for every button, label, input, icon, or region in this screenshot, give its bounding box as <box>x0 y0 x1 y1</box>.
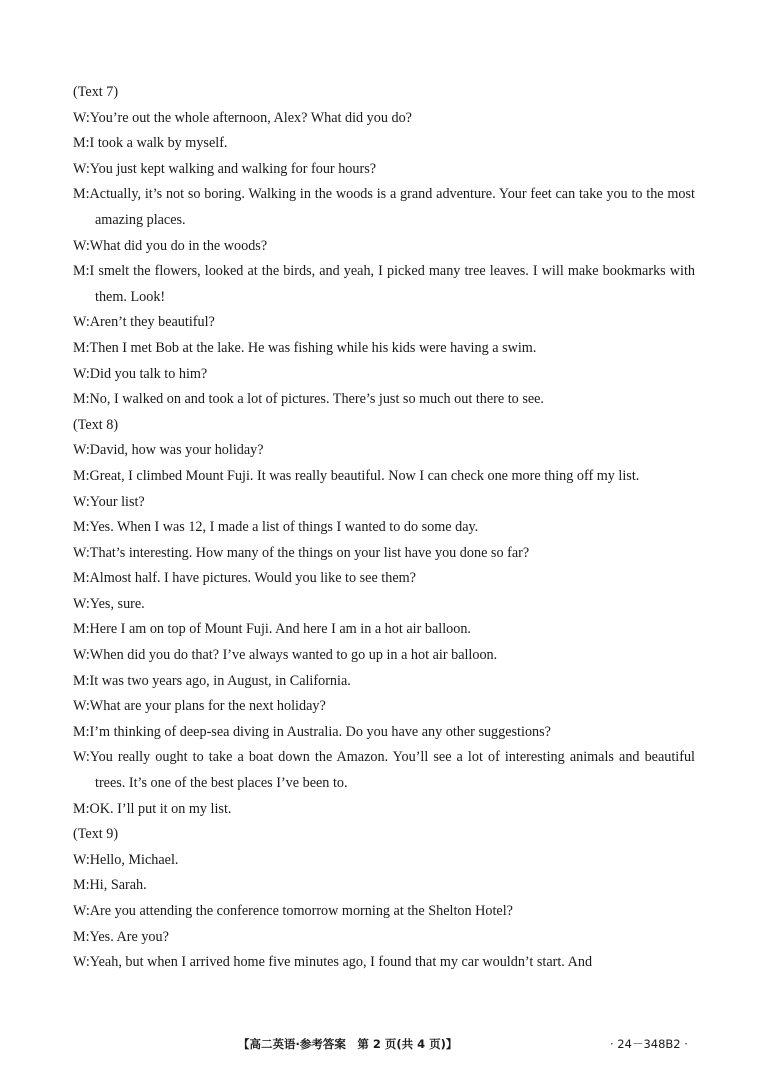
footer-page-info: 【高二英语·参考答案 第 2 页(共 4 页)】 <box>238 1037 458 1051</box>
woman-line: W:Aren’t they beautiful? <box>73 314 215 331</box>
woman-line: W:That’s interesting. How many of the things on your list have you done so far? <box>73 544 530 561</box>
man-line: M:Then I met Bob at the lake. He was fishing while his kids were having a swim. <box>73 339 537 356</box>
man-line: M:No, I walked on and took a lot of pictures. There’s just so much out there to see. <box>73 391 544 408</box>
man-line: M:Yes. Are you? <box>73 928 169 945</box>
man-line: M:It was two years ago, in August, in California. <box>73 672 351 689</box>
woman-line: W:When did you do that? I’ve always wanted to go up in a hot air balloon. <box>73 647 498 664</box>
man-line: M:Great, I climbed Mount Fuji. It was really beautiful. Now I can check one more thing off my list. <box>73 467 640 484</box>
woman-line: W:What are your plans for the next holiday? <box>73 698 326 715</box>
woman-line: W:Yeah, but when I arrived home five minutes ago, I found that my car wouldn’t start. And <box>73 954 593 971</box>
woman-line: W:Are you attending the conference tomorrow morning at the Shelton Hotel? <box>73 903 513 919</box>
man-line: M:I took a walk by myself. <box>73 135 228 152</box>
woman-line: W:Did you talk to him? <box>73 365 208 382</box>
man-line: M:Almost half. I have pictures. Would you like to see them? <box>73 570 416 587</box>
woman-line: W:You really ought to take a boat down the Amazon. You’ll see a lot of interesting animals and beautiful trees. It’s one of the best places I’ve been to. <box>73 749 695 792</box>
woman-line: W:You’re out the whole afternoon, Alex? What did you do? <box>73 109 412 126</box>
woman-line: W:What did you do in the woods? <box>73 237 268 254</box>
man-line: M:Here I am on top of Mount Fuji. And here I am in a hot air balloon. <box>73 621 471 638</box>
man-line: M:Hi, Sarah. <box>73 877 147 894</box>
man-line: M:I’m thinking of deep-sea diving in Australia. Do you have any other suggestions? <box>73 723 551 740</box>
woman-line: W:Hello, Michael. <box>73 851 179 868</box>
woman-line: W:Yes, sure. <box>73 595 145 612</box>
woman-line: W:Your list? <box>73 493 145 510</box>
man-line: M:I smelt the flowers, looked at the birds, and yeah, I picked many tree leaves. I will make bookmarks with them. Look! <box>73 263 695 305</box>
document-body <box>73 80 695 976</box>
woman-line: W:You just kept walking and walking for four hours? <box>73 160 377 177</box>
section-heading: (Text 8) <box>73 416 119 433</box>
woman-line: W:David, how was your holiday? <box>73 442 264 459</box>
section-heading: (Text 9) <box>73 826 119 843</box>
man-line: M:Yes. When I was 12, I made a list of things I wanted to do some day. <box>73 519 479 536</box>
man-line: M:OK. I’ll put it on my list. <box>73 800 232 817</box>
section-heading: (Text 7) <box>73 84 119 100</box>
footer-doc-code: · 24－348B2 · <box>610 1037 688 1051</box>
man-line: M:Actually, it’s not so boring. Walking in the woods is a grand adventure. Your feet can take you to the most amazing places. <box>73 186 695 228</box>
